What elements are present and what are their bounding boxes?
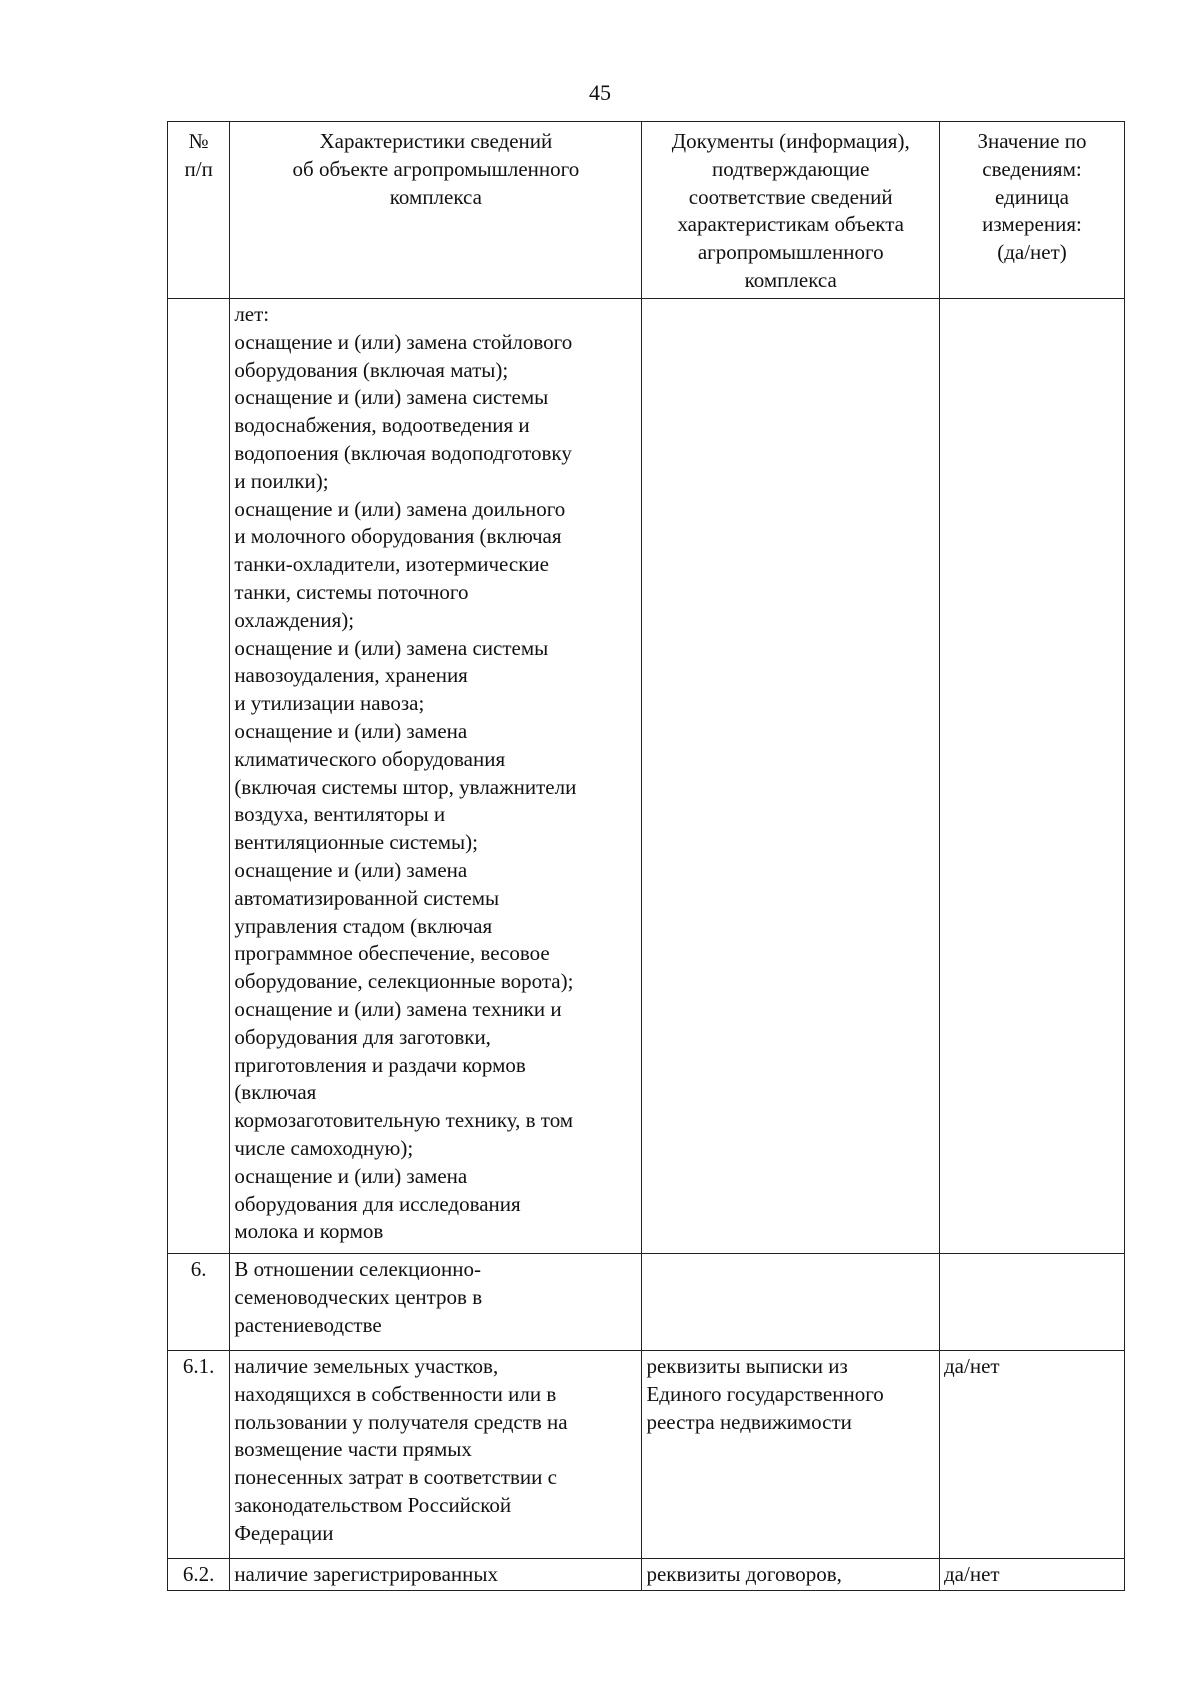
text-line: программное обеспечение, весовое [234,941,550,966]
text-line: подтверждающие [711,156,870,181]
text-line: да/нет [944,1354,1000,1378]
row-number: 6.2. [168,1559,230,1591]
text-line: оснащение и (или) замена [234,1163,468,1188]
table-row [168,1559,1125,1591]
row-characteristics [230,1559,642,1591]
row-documents [642,1559,940,1591]
text-line: охлаждения); [234,607,355,632]
text-line: лет: [234,302,270,326]
text-line: понесенных затрат в соответствии с [234,1465,557,1490]
row-number: 6.1. [168,1351,230,1559]
text-line: водоснабжения, водоотведения и [234,413,530,438]
text-line: комплекса [389,184,482,209]
text-line: навозоудаления, хранения [234,663,468,688]
text-line: Характеристики сведений [319,129,553,153]
text-line: оборудования для заготовки, [234,1024,491,1049]
row-characteristics [230,1351,642,1559]
text-line: единица [994,184,1069,209]
row-value [940,1254,1125,1351]
text-line: (включая [234,1080,317,1105]
text-line: числе самоходную); [234,1135,414,1160]
text-line: кормозаготовительную технику, в том [234,1108,574,1133]
text-line: комплекса [744,267,837,292]
text-line: характеристикам объекта [677,212,904,237]
text-line: сведениям: [982,156,1082,181]
text-line: растениеводстве [234,1312,382,1337]
text-line: оборудования для исследования [234,1191,521,1216]
text-line: В отношении селекционно- [234,1257,482,1281]
text-line: реквизиты договоров, [646,1562,842,1586]
text-line: молока и кормов [234,1219,384,1244]
text-line: танки-охладители, изотермические [234,552,549,577]
table-row [168,1254,1125,1351]
text-line: оборудование, селекционные ворота); [234,969,574,994]
text-line: агропромышленного [697,240,884,265]
text-line: и поилки); [234,468,329,493]
header-value [940,122,1125,299]
text-line: пользовании у получателя средств на [234,1409,568,1434]
row-characteristics [230,299,642,1254]
text-line: оснащение и (или) замена доильного [234,496,566,521]
text-line: законодательством Российской [234,1492,512,1517]
text-line: наличие зарегистрированных [234,1562,498,1586]
text-line: (да/нет) [997,240,1067,265]
text-line: оснащение и (или) замена стойлового [234,329,573,354]
text-line: автоматизированной системы [234,885,500,910]
text-line: воздуха, вентиляторы и [234,802,446,827]
text-line: вентиляционные системы); [234,830,478,855]
text-line: приготовления и раздачи кормов [234,1052,526,1077]
row-documents [642,299,940,1254]
text-line: климатического оборудования [234,746,506,771]
row-value [940,1559,1125,1591]
table-row [168,299,1125,1254]
header-characteristics [230,122,642,299]
text-line: водопоения (включая водоподготовку [234,440,572,465]
text-line: семеноводческих центров в [234,1284,483,1309]
text-line: реестра недвижимости [646,1409,852,1434]
text-line: оснащение и (или) замена [234,857,468,882]
text-line: п/п [184,156,213,181]
row-value [940,1351,1125,1559]
text-line: танки, системы поточного [234,579,469,604]
text-line: оснащение и (или) замена [234,718,468,743]
page-number: 45 [589,80,611,105]
text-line: да/нет [944,1562,1000,1586]
text-line: и молочного оборудования (включая [234,524,562,549]
row-documents [642,1351,940,1559]
text-line: реквизиты выписки из [646,1354,848,1378]
requirements-table [167,121,1125,1591]
text-line: об объекте агропромышленного [292,156,580,181]
text-line: управления стадом (включая [234,913,493,938]
text-line: оснащение и (или) замена системы [234,635,549,660]
text-line: возмещение части прямых [234,1437,472,1462]
row-value [940,299,1125,1254]
row-characteristics [230,1254,642,1351]
text-line: измерения: [982,212,1082,237]
text-line: и утилизации навоза; [234,691,425,716]
text-line: соответствие сведений [688,184,893,209]
text-line: оборудования (включая маты); [234,357,509,382]
text-line: оснащение и (или) замена техники и [234,996,562,1021]
text-line: Документы (информация), [671,129,910,153]
row-documents [642,1254,940,1351]
text-line: Федерации [234,1520,334,1545]
table-row [168,1351,1125,1559]
row-number: 6. [168,1254,230,1351]
row-number [168,299,230,1254]
header-documents [642,122,940,299]
table-header-row [168,122,1125,299]
text-line: наличие земельных участков, [234,1354,499,1378]
text-line: № [188,129,209,153]
text-line: (включая системы штор, увлажнители [234,774,577,799]
text-line: Единого государственного [646,1381,884,1406]
text-line: Значение по [977,129,1087,153]
text-line: находящихся в собственности или в [234,1381,557,1406]
text-line: оснащение и (или) замена системы [234,385,549,410]
header-number [168,122,230,299]
